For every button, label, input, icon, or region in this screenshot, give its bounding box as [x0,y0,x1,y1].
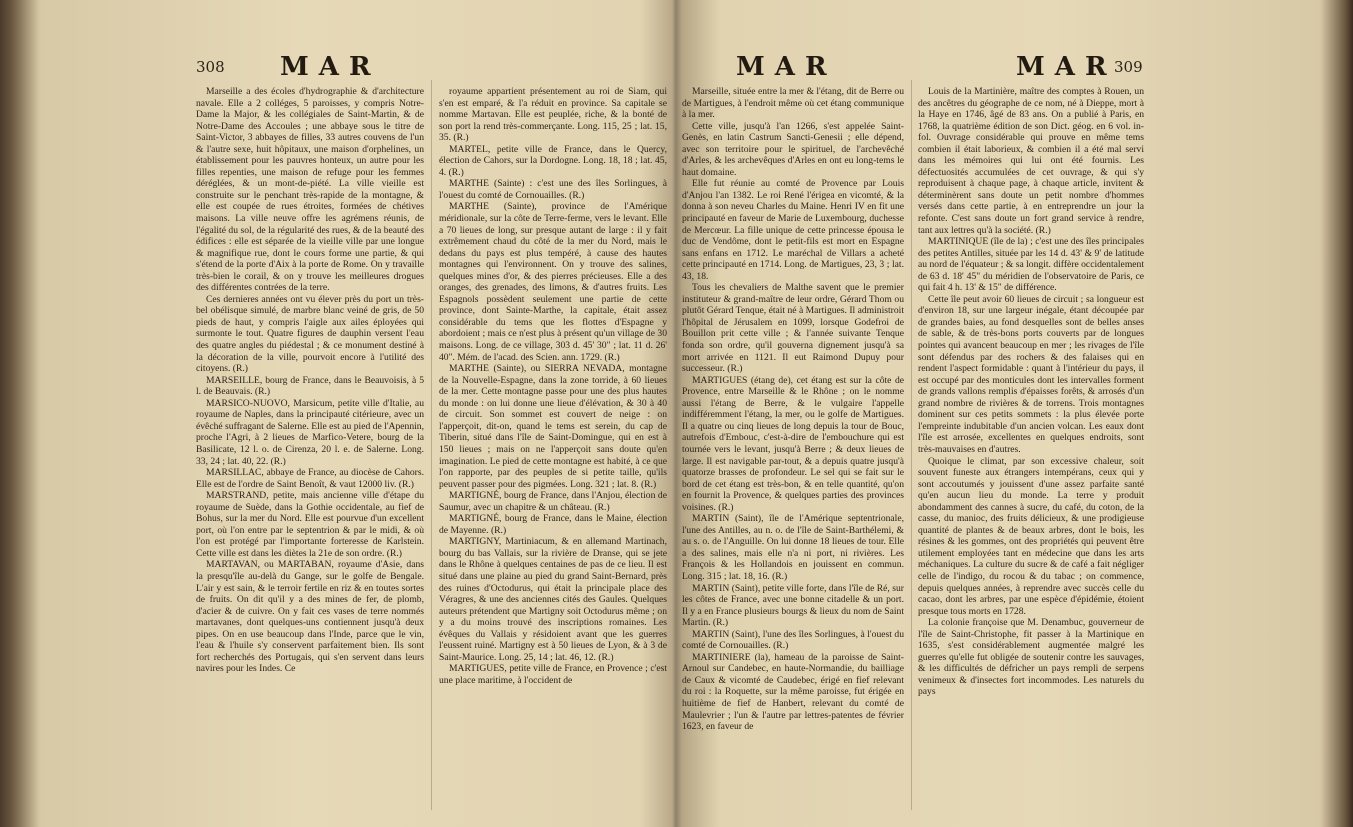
paragraph: MARTIGNY, Martiniacum, & en allemand Martinach, bourg du bas Vallais, sur la rivière de Dranse, qui se jete dans le Rhône à quelques centaines de pas de ce lieu. Il est situé dans une plaine au pied du grand Saint-Bernard, près des ruines d'Octodurus, qui était la principale place des Véragres, & une des anciennes cités des Gaules. Quelques auteurs prétendent que Martigny soit Octodurus même ; on y a du moins trouvé des inscriptions romaines. Les évêques du Vallais y résidoient avant que les guerres l'eussent ruiné. Martigny est à 50 lieues de Lyon, & à 3 de Saint-Maurice. Long. 25, 14 ; lat. 46, 12. (R.) [439,536,667,663]
paragraph: Elle fut réunie au comté de Provence par Louis d'Anjou l'an 1382. Le roi René l'érigea en vicomté, & la donna à son neveu Charles du Maine. Henri IV en fit une principauté en faveur de Marie de Luxembourg, duchesse de Mercœur. La fille unique de cette princesse épousa le duc de Vendôme, dont le petit-fils est mort en Espagne sans enfans en 1712. Le maréchal de Villars a acheté cette principauté en 1714. Long. de Martigues, 23, 3 ; lat. 43, 18. [682,178,904,282]
text-column-2 [439,86,667,816]
paragraph: Cette ville, jusqu'à l'an 1266, s'est appelée Saint-Genès, en latin Castrum Sancti-Genesii ; elle dépend, avec son territoire pour le spirituel, de l'archevêché d'Arles, & les archevêques d'Arles en ont eu long-tems le haut domaine. [682,120,904,178]
text-column-1 [682,86,904,816]
paragraph: Marseille a des écoles d'hydrographie & d'architecture navale. Elle a 2 colléges, 5 paroisses, y compris Notre-Dame la Major, & les collégiales de Saint-Martin, & de Notre-Dame des Accoules ; une abbaye sous le titre de Saint-Victor, 3 abbayes de filles, 33 autres couvens de l'un & l'autre sexe, huit hôpitaux, une maison d'orphelines, un établissement pour les pauvres honteux, un autre pour les filles repenties, une maison de refuge pour les femmes déréglées, & un mont-de-piété. La ville vieille est construite sur le penchant très-rapide de la montagne, & elle est coupée de rues étroites, formées de chétives maisons. La ville neuve offre les agrémens réunis, de l'égalité du sol, de la régularité des rues, & de la beauté des édifices : elle est séparée de la vieille ville par une longue & magnifique rue, dont le cours forme une partie, & qui s'étend de la porte d'Aix à la porte de Rome. On y travaille très-bien le corail, & on y trouve les meilleures drogues des différentes contrées de la terre. [196,86,424,294]
paragraph: MARTINIQUE (île de la) ; c'est une des îles principales des petites Antilles, située par les 14 d. 43' & 9' de latitude au nord de l'équateur ; & sa longit. diffère occidentalement de 63 d. 18' 45" du méridien de l'observatoire de Paris, ce qui fait 4 h. 13' & 15" de différence. [918,236,1144,294]
column-divider [911,80,912,810]
paragraph: MARSILLAC, abbaye de France, au diocèse de Cahors. Elle est de l'ordre de Saint Benoît, & vaut 12000 liv. (R.) [196,467,424,490]
paragraph: MARTIN (Saint), l'une des îles Sorlingues, à l'ouest du comté de Cornouailles. (R.) [682,628,904,652]
page-number: 309 [1114,58,1143,76]
paragraph: Marseille, située entre la mer & l'étang, dit de Berre ou de Martigues, à l'endroit même où cet étang communique à la mer. [682,86,904,121]
paragraph: MARTHE (Sainte), ou SIERRA NEVADA, montagne de la Nouvelle-Espagne, dans la zone torride, à 60 lieues de la mer. Cette montagne passe pour une des plus hautes du monde : on lui donne une lieue d'élévation, & 30 à 40 de circuit. Son sommet est couvert de neige : on l'apperçoit, dit-on, quand le tems est serein, du cap de Tiberin, situé dans l'île de Saint-Domingue, qui en est à 150 lieues ; mais on ne l'apperçoit sans doute qu'en imagination. Le pied de cette montagne est habité, à ce que l'on rapporte, par des peuples de si petite taille, qu'ils peuvent passer pour des pigmées. Long. 321 ; lat. 8. (R.) [439,363,667,490]
paragraph: MARTIGUES (étang de), cet étang est sur la côte de Provence, entre Marseille & le Rhône ; on le nomme aussi l'étang de Berre, & le vulgaire l'appelle indifféremment l'étang, la mer, ou le golfe de Martigues. Il a quatre ou cinq lieues de long depuis la tour de Bouc, autrefois d'Embouc, c'est-à-dire de l'embouchure qui est tournée vers le levant, jusqu'à Berre ; & deux lieues de large. Il est navigable par-tout, & a depuis quatre jusqu'à quatorze brasses de profondeur. Le sel qui se fait sur le bord de cet étang est très-bon, & en telle quantité, qu'on en fournit la Provence, & quelques parties des provinces voisines. (R.) [682,374,904,513]
paragraph: Ces dernieres années ont vu élever près du port un très-bel obélisque simulé, de marbre blanc veiné de gris, de 50 pieds de haut, y compris l'aigle aux ailes éployées qui surmonte le tout. Quatre figures de dauphin versent l'eau des quatre angles du piédestal ; & ce monument destiné à la décoration de la ville, pourvoit encore à l'utilité des citoyens. (R.) [196,293,424,375]
paragraph: Louis de la Martinière, maître des comptes à Rouen, un des ancêtres du géographe de ce nom, né à Dieppe, mort à la Haye en 1746, âgé de 83 ans. On a publié à Paris, en 1768, la quatrième édition de son Dict. géog. en 6 vol. in-fol. Ouvrage considérable qui prouve en même tems combien il était laborieux, & combien il a été mal servi dans les mémoires qui lui ont été fournis. Les défectuosités accumulées de cet ouvrage, & qui s'y reproduisent à chaque page, à chaque article, invitent & déterminèrent sans doute un petit nombre d'hommes versés dans cette partie, à en entreprendre un jour la refonte. C'est sans doute un fort grand service à rendre, tant aux lettres qu'à la société. (R.) [918,86,1144,236]
left-page [0,0,676,827]
paragraph: MARTEL, petite ville de France, dans le Quercy, élection de Cahors, sur la Dordogne. Long. 18, 18 ; lat. 45, 4. (R.) [439,143,667,178]
paragraph: MARTIN (Saint), petite ville forte, dans l'île de Ré, sur les côtes de France, avec une bonne citadelle & un port. Il y a en France plusieurs bourgs & lieux du nom de Saint Martin. (R.) [682,582,904,629]
paragraph: La colonie françoise que M. Denambuc, gouverneur de l'île de Saint-Christophe, fit passer à la Martinique en 1635, s'est considérablement augmentée malgré les guerres qu'elle fut obligée de soutenir contre les sauvages, & les difficultés de défricher un pays rempli de serpens venimeux & d'insectes fort incommodes. Les naturels du pays [918,617,1144,698]
paragraph: Cette île peut avoir 60 lieues de circuit ; sa longueur est d'environ 18, sur une largeur inégale, étant découpée par de grandes baies, au fond desquelles sont de belles anses de sable, & de très-bons ports couverts par de longues pointes qui avancent beaucoup en mer ; les rivages de l'île sont défendus par des rochers & des falaises qui en rendent l'aspect formidable : quant à l'intérieur du pays, il est occupé par des monticules dont les intervalles forment de grands vallons remplis d'épaisses forêts, & arrosés d'un grand nombre de rivières & de torrens. Trois montagnes dominent sur ces petits sommets : la plus élevée porte l'empreinte indubitable d'un ancien volcan. Les eaux dont l'île est arrosée, excellentes en quelques endroits, sont très-mauvaises en d'autres. [918,293,1144,455]
paragraph: MARTIGNÉ, bourg de France, dans l'Anjou, élection de Saumur, avec un chapitre & un château. (R.) [439,490,667,513]
column-divider [431,80,432,810]
text-column-1 [196,86,424,816]
paragraph: MARTIGNÉ, bourg de France, dans le Maine, élection de Mayenne. (R.) [439,513,667,536]
paragraph: Tous les chevaliers de Malthe savent que le premier instituteur & grand-maître de leur ordre, Gérard Thom ou plutôt Gérard Tenque, était né à Martigues. Il administroit l'hôpital de Jérusalem en 1099, lorsque Godefroi de Bouillon prit cette ville ; & l'année suivante Tenque fonda son ordre, qu'il gouverna dignement jusqu'à sa mort arrivée en 1121. Il eut Raimond Dupuy pour successeur. (R.) [682,282,904,375]
paragraph: MARSTRAND, petite, mais ancienne ville d'étape du royaume de Suède, dans la Gothie occidentale, au fief de Bohus, sur la mer du Nord. Elle est pourvue d'un excellent port, où l'on entre par le septentrion & par le midi, & où l'on est protégé par l'importante forteresse de Karlstein. Cette ville est dans les diètes la 21e de son ordre. (R.) [196,490,424,559]
paragraph: MARTHE (Sainte) : c'est une des îles Sorlingues, à l'ouest du comté de Cornouailles. (R.) [439,178,667,201]
paragraph: MARSICO-NUOVO, Marsicum, petite ville d'Italie, au royaume de Naples, dans la principauté citérieure, avec un évêché suffragant de Salerne. Elle est au pied de l'Apennin, proche l'Agri, à 2 lieues de Marfico-Vetere, bourg de la Basilicate, 12 l. o. de Cirenza, 20 l. e. de Salerne. Long. 33, 24 ; lat. 40, 22. (R.) [196,397,424,467]
paragraph: MARTIN (Saint), île de l'Amérique septentrionale, l'une des Antilles, au n. o. de l'île de Saint-Barthélemi, & au s. o. de l'Anguille. On lui donne 18 lieues de tour. Elle a des salines, mais elle n'a ni port, ni rivières. Les François & les Hollandois en jouissent en commun. Long. 315 ; lat. 18, 16. (R.) [682,513,904,582]
paragraph: MARSEILLE, bourg de France, dans le Beauvoisis, à 5 l. de Beauvais. (R.) [196,374,424,398]
paragraph: MARTHE (Sainte), province de l'Amérique méridionale, sur la côte de Terre-ferme, vers le levant. Elle a 70 lieues de long, sur presque autant de large : il y fait extrêmement chaud du côté de la mer du Nord, mais le dedans du pays est plus tempéré, à cause des hautes montagnes qui l'environnent. On y trouve des salines, quelques mines d'or, & des pierres précieuses. Elle a des oranges, des grenades, des limons, & d'autres fruits. Les Espagnols possèdent seulement une partie de cette province, dont Sainte-Marthe, la capitale, était assez considérable du tems que les flottes d'Espagne y abordoient ; mais ce n'est plus à présent qu'un village de 30 maisons. Long. de ce village, 303 d. 45' 30" ; lat. 11 d. 26' 40". Mém. de l'acad. des Scien. ann. 1729. (R.) [439,201,667,363]
paragraph: MARTINIERE (la), hameau de la paroisse de Saint-Arnoul sur Candebec, en haute-Normandie, du bailliage de Caux & vicomté de Caudebec, érigé en fief relevant du roi : la Roquette, sur la même paroisse, fut érigée en huitième de fief de Hanbert, relevant du comté de Maulevrier ; l'un & l'autre par lettres-patentes de février 1623, en faveur de [682,651,904,733]
right-page [676,0,1353,827]
paragraph: royaume appartient présentement au roi de Siam, qui s'en est emparé, & l'a réduit en province. Sa capitale se nomme Martavan. Elle est peuplée, riche, & la bonté de son port la rend très-commerçante. Long. 115, 25 ; lat. 15, 35. (R.) [439,86,667,144]
running-head: MAR [280,52,381,82]
running-head: MAR [736,52,837,82]
paragraph: MARTAVAN, ou MARTABAN, royaume d'Asie, dans la presqu'île au-delà du Gange, sur le golfe de Bengale. L'air y est sain, & le terroir fertile en riz & en toutes sortes de fruits. On dit qu'il y a des mines de fer, de plomb, d'acier & de cuivre. On y fait ces vases de terre nommés martavanes, dont quelques-uns contiennent jusqu'à deux pipes. On en use beaucoup dans l'Inde, parce que le vin, l'eau & l'huile s'y conservent parfaitement bien. Ils sont fort recherchés des Portugais, qui s'en servent dans leurs navires pour les Indes. Ce [196,559,424,675]
page-number: 308 [196,58,225,76]
paragraph: MARTIGUES, petite ville de France, en Provence ; c'est une place maritime, à l'occident de [439,663,667,686]
paragraph: Quoique le climat, par son excessive chaleur, soit souvent funeste aux étrangers intempérans, ceux qui y sont accoutumés y jouissent d'une assez parfaite santé qu'en aucun lieu du monde. La terre y produit abondamment des cannes à sucre, du café, du coton, de la casse, du manioc, des fruits délicieux, & une prodigieuse quantité de plantes & de beaux arbres, dont le bois, les résines & les gommes, ont des propriétés qui peuvent être utilement employées tant en médecine que dans les arts méchaniques. La culture du sucre & de café a fait négliger celle de l'indigo, du rocou & du tabac ; on commence, depuis quelques années, à reprendre avec succès celle du cacao, dont les arbres, par une espèce d'épidémie, étoient presque tous morts en 1728. [918,455,1144,617]
running-head-outer: MAR [1016,52,1117,82]
text-column-2 [918,86,1144,816]
